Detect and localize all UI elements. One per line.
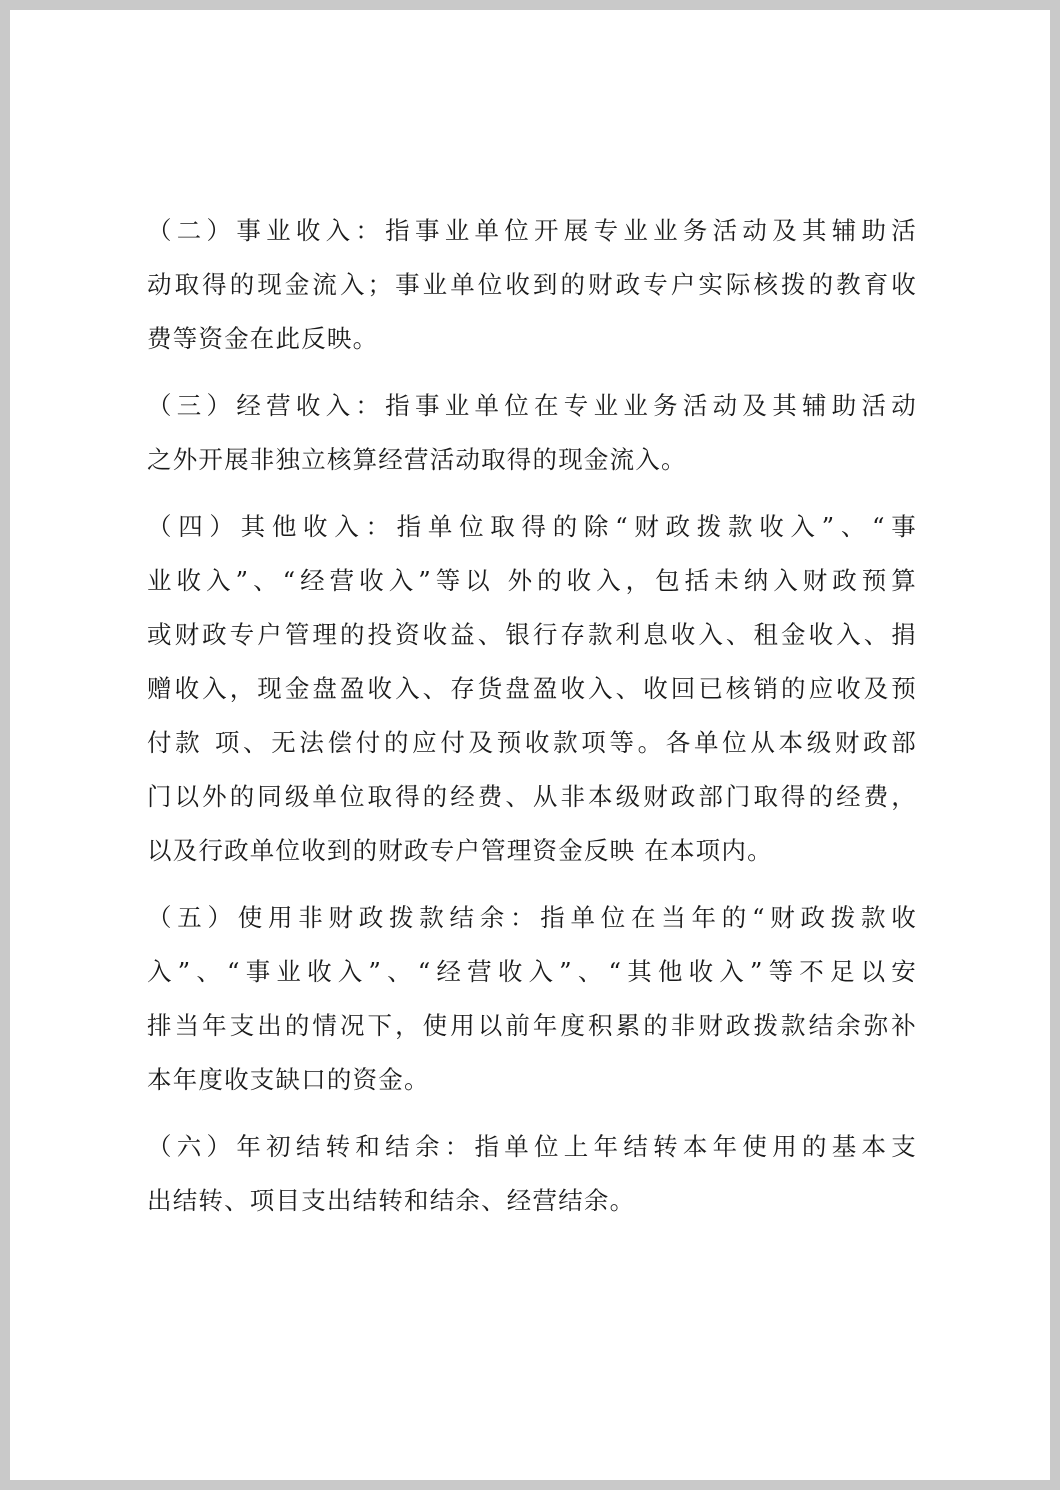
text-line: 之外开展非独立核算经营活动取得的现金流入。 [147,445,687,474]
text-line: 入”、“事业收入”、“经营收入”、“其他收入”等不足以安 [147,957,917,986]
text-line: （二）事业收入：指事业单位开展专业业务活动及其辅助活 [147,216,917,245]
document-page [10,10,1050,1480]
paragraph-other-income [147,500,917,878]
text-line: 付款 项、无法偿付的应付及预收款项等。各单位从本级财政部 [147,728,917,757]
text-line: 排当年支出的情况下，使用以前年度积累的非财政拨款结余弥补 [147,1011,917,1040]
text-line: （四）其他收入：指单位取得的除“财政拨款收入”、“事 [147,512,917,541]
text-line: （六）年初结转和结余：指单位上年结转本年使用的基本支 [147,1132,917,1161]
text-line: 费等资金在此反映。 [147,324,379,353]
text-line: 赠收入，现金盘盈收入、存货盘盈收入、收回已核销的应收及预 [147,674,917,703]
text-line: 动取得的现金流入；事业单位收到的财政专户实际核拨的教育收 [147,270,917,299]
paragraph-non-fiscal-surplus [147,891,917,1107]
text-line: 业收入”、“经营收入”等以 外的收入，包括未纳入财政预算 [147,566,917,595]
paragraph-business-income [147,204,917,366]
text-line: 或财政专户管理的投资收益、银行存款利息收入、租金收入、捐 [147,620,917,649]
text-line: （三）经营收入：指事业单位在专业业务活动及其辅助活动 [147,391,917,420]
text-line: 门以外的同级单位取得的经费、从非本级财政部门取得的经费， [147,782,917,811]
paragraph-operating-income [147,379,917,487]
text-line: 出结转、项目支出结转和结余、经营结余。 [147,1186,636,1215]
paragraph-carryover-surplus [147,1120,917,1228]
text-line: 本年度收支缺口的资金。 [147,1065,430,1094]
document-body [147,204,917,1241]
text-line: （五）使用非财政拨款结余：指单位在当年的“财政拨款收 [147,903,917,932]
text-line: 以及行政单位收到的财政专户管理资金反映 在本项内。 [147,836,773,865]
